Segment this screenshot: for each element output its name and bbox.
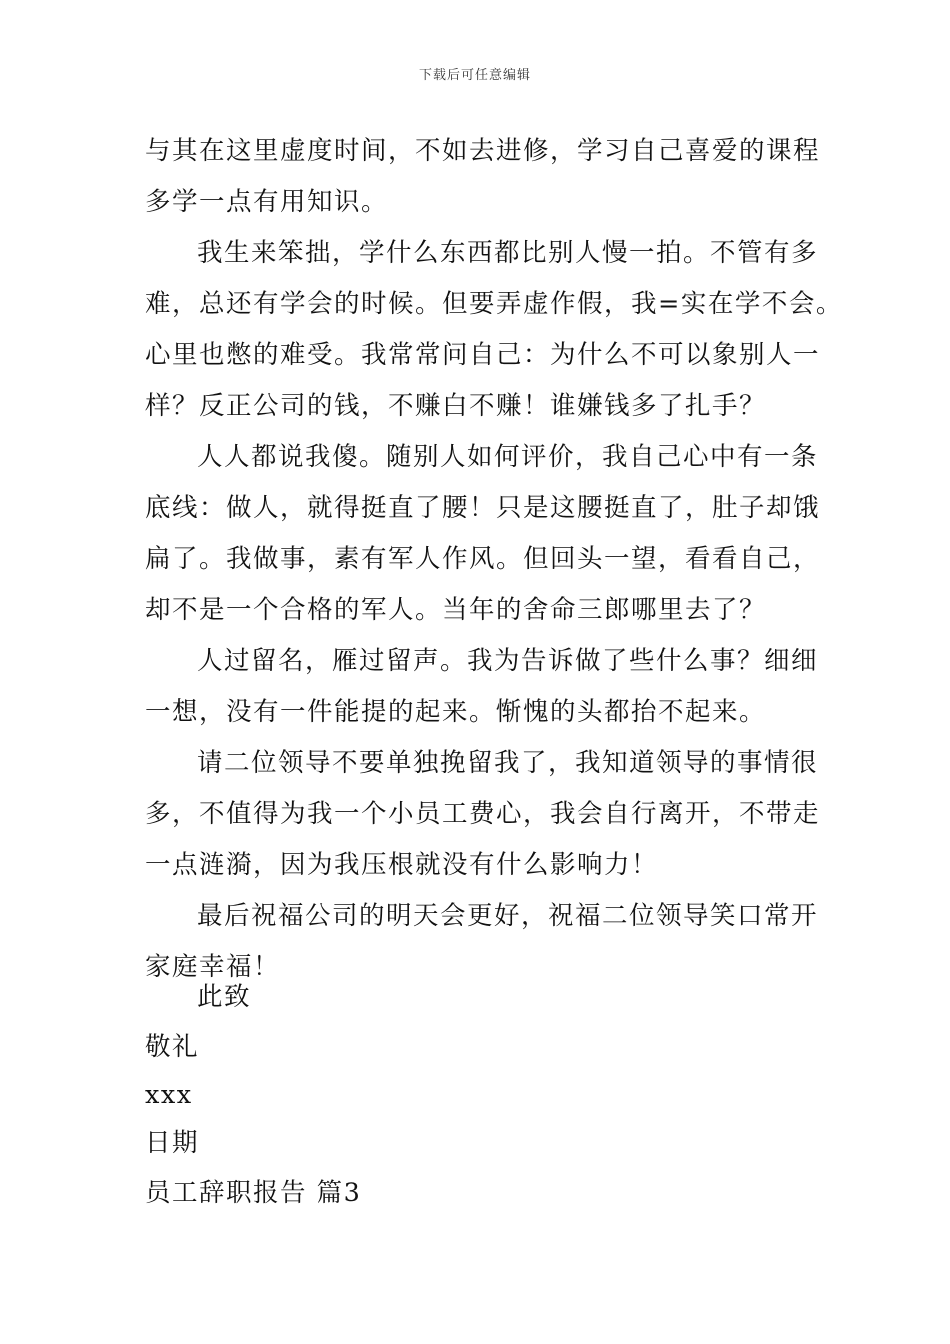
body-line: 扁了。我做事，素有军人作风。但回头一望，看看自己， [145, 544, 821, 574]
page-header-note: 下载后可任意编辑 [418, 68, 531, 83]
body-line: 最后祝福公司的明天会更好，祝福二位领导笑口常开 [197, 901, 819, 931]
closing-salutation: 此致 [197, 982, 252, 1012]
body-line: 一点涟漪，因为我压根就没有什么影响力！ [145, 850, 659, 880]
body-line: 心里也憋的难受。我常常问自己：为什么不可以象别人一 [145, 340, 821, 370]
body-line: 与其在这里虚度时间，不如去进修，学习自己喜爱的课程 [145, 136, 821, 166]
body-line: 一想，没有一件能提的起来。惭愧的头都抬不起来。 [145, 697, 767, 727]
body-line: 多学一点有用知识。 [145, 187, 389, 217]
date-label: 日期 [145, 1128, 200, 1158]
body-line: 多，不值得为我一个小员工费心，我会自行离开，不带走 [145, 799, 821, 829]
body-line: 样？反正公司的钱，不赚白不赚！谁嫌钱多了扎手？ [145, 391, 767, 421]
body-line: 难，总还有学会的时候。但要弄虚作假，我=实在学不会。 [145, 289, 843, 319]
letter-body [145, 126, 843, 993]
letter-closing [145, 972, 815, 1218]
signature: xxx [145, 1080, 193, 1110]
section-title: 员工辞职报告 篇3 [145, 1178, 362, 1208]
body-line: 我生来笨拙，学什么东西都比别人慢一拍。不管有多 [197, 238, 819, 268]
body-line: 人过留名，雁过留声。我为告诉做了些什么事？细细 [197, 646, 819, 676]
body-line: 家庭幸福！ [145, 952, 281, 982]
body-line: 人人都说我傻。随别人如何评价，我自己心中有一条 [197, 442, 819, 472]
body-line: 请二位领导不要单独挽留我了，我知道领导的事情很 [197, 748, 819, 778]
closing-respect: 敬礼 [145, 1032, 200, 1062]
body-line: 却不是一个合格的军人。当年的舍命三郎哪里去了？ [145, 595, 767, 625]
body-line: 底线：做人，就得挺直了腰！只是这腰挺直了，肚子却饿 [145, 493, 821, 523]
